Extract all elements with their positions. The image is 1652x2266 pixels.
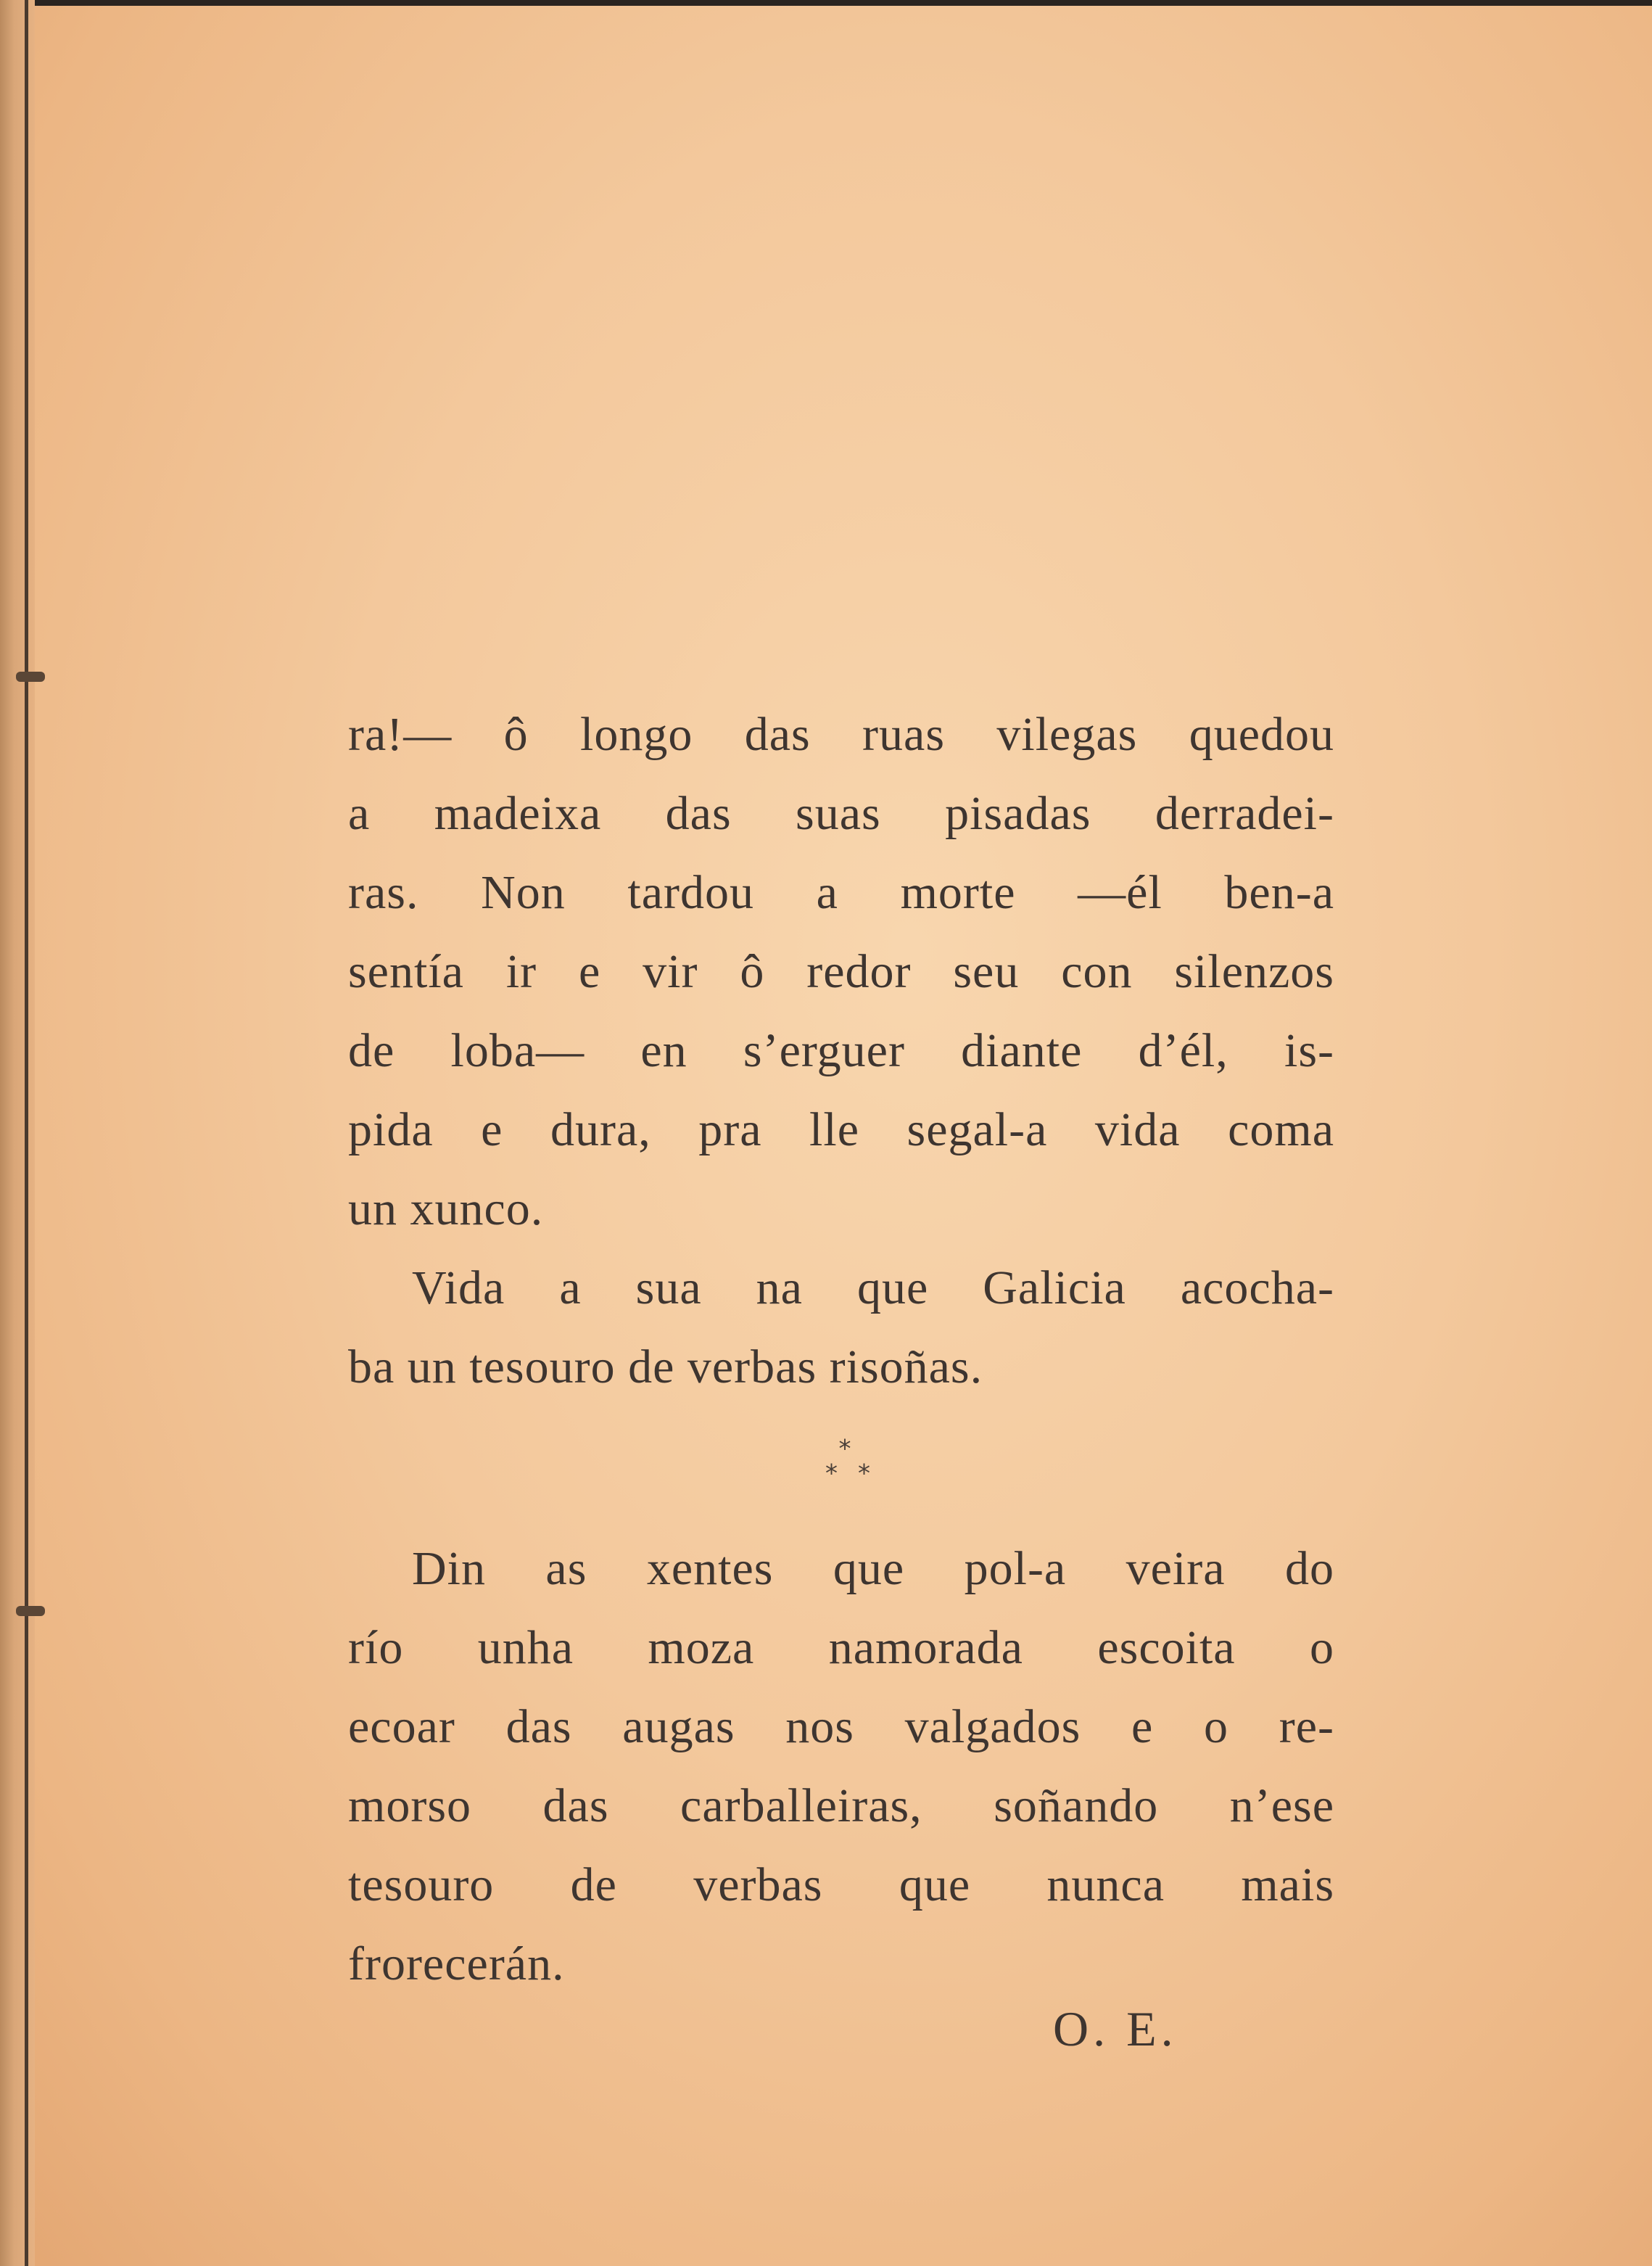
asterism-bottom: ⁎⁎ [825, 1451, 891, 1480]
text-line: sentía ir e vir ô redor seu con silenzos [348, 945, 1334, 998]
text-line: un xunco. [348, 1182, 544, 1235]
section-asterism [805, 1427, 891, 1494]
text-line: Din as xentes que pol-a veira do [412, 1542, 1334, 1595]
body-text-upper [348, 695, 1334, 1406]
text-line: ecoar das augas nos valgados e o re- [348, 1700, 1334, 1753]
binding-stitch [16, 1606, 45, 1616]
text-line: pida e dura, pra lle segal-a vida coma [348, 1103, 1334, 1156]
text-line: morso das carballeiras, soñando n’ese [348, 1779, 1334, 1832]
text-line: ras. Non tardou a morte —él ben-a [348, 866, 1334, 919]
text-line: de loba— en s’erguer diante d’él, is- [348, 1024, 1334, 1077]
text-line: a madeixa das suas pisadas derradei- [348, 787, 1334, 840]
binding-line [25, 0, 28, 2266]
binding-edge [0, 0, 35, 2266]
asterism-top: ⁎ [838, 1427, 851, 1456]
body-text-lower [348, 1529, 1334, 2003]
text-line: Vida a sua na que Galicia acocha- [412, 1261, 1334, 1314]
text-line: frorecerán. [348, 1937, 565, 1990]
text-line: ra!— ô longo das ruas vilegas quedou [348, 708, 1334, 761]
author-signature: O. E. [1053, 2001, 1178, 2056]
text-line: río unha moza namorada escoita o [348, 1621, 1334, 1674]
text-line: ba un tesouro de verbas risoñas. [348, 1340, 983, 1393]
text-line: tesouro de verbas que nunca mais [348, 1858, 1334, 1911]
page-top-edge [0, 0, 1652, 6]
binding-stitch [16, 672, 45, 682]
